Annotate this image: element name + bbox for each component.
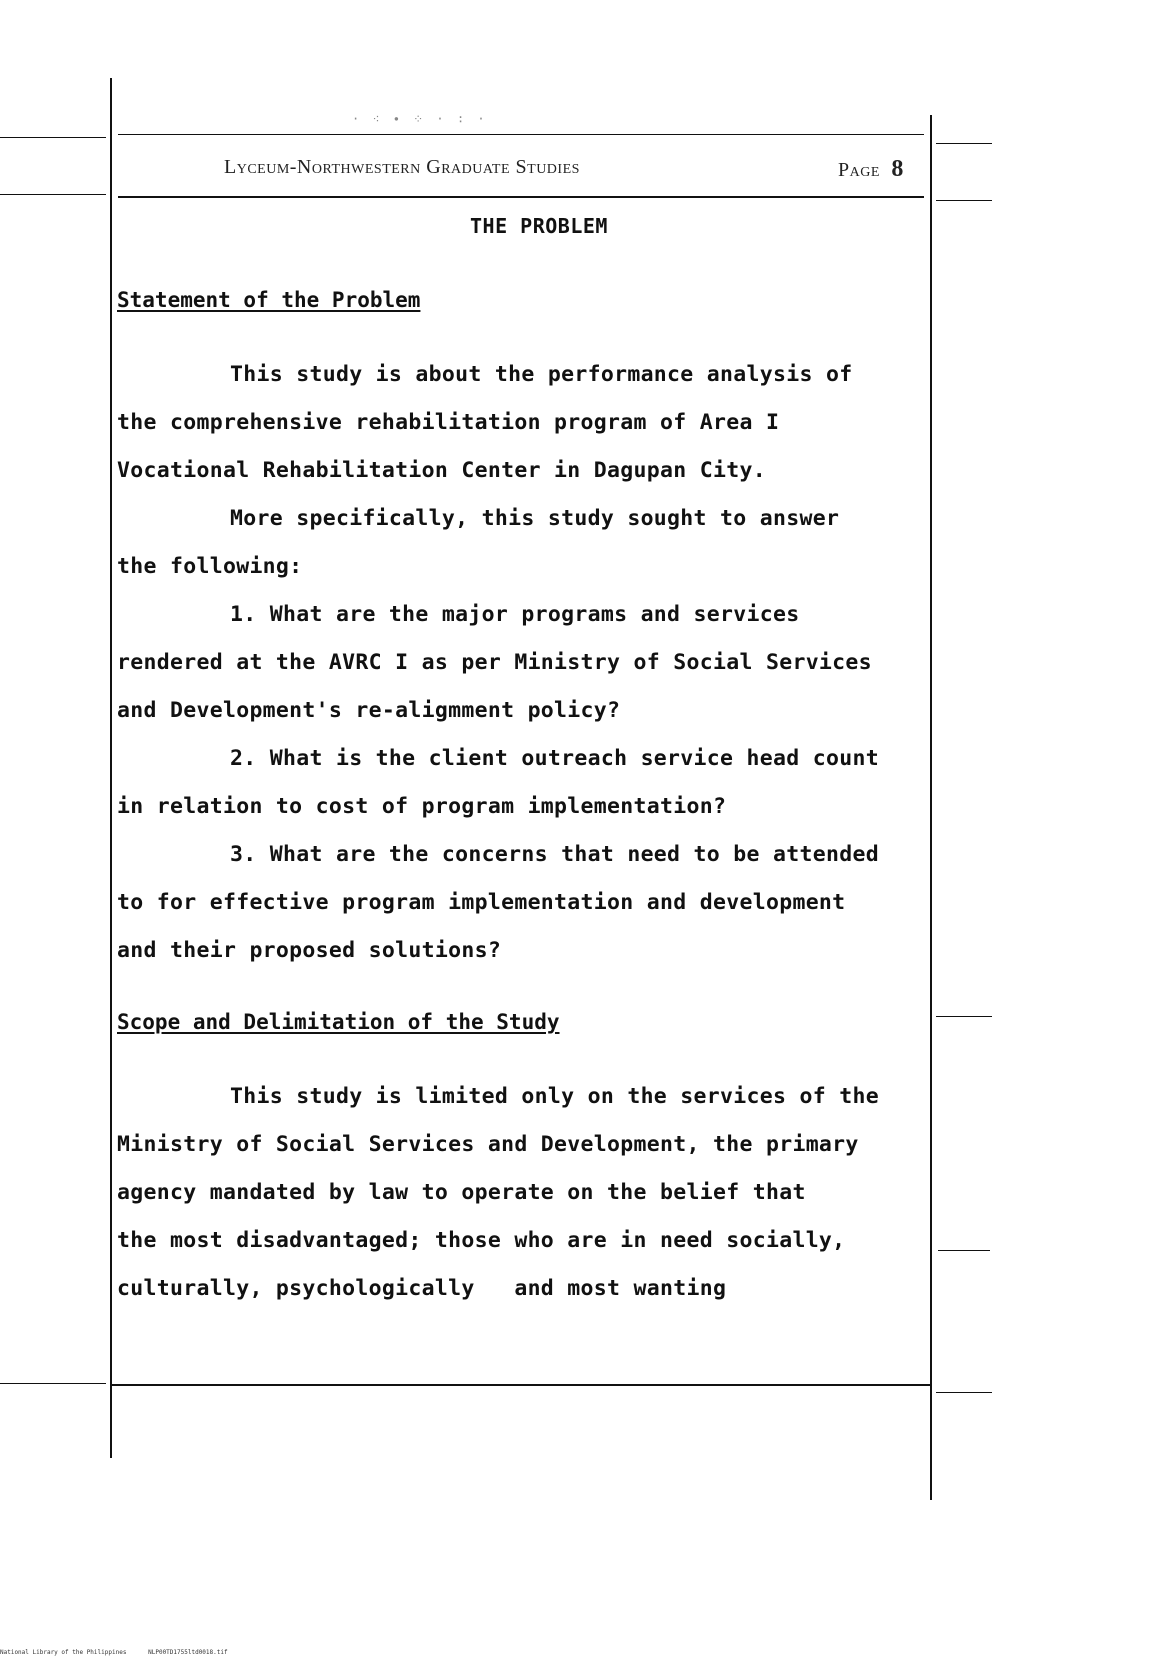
paragraph-line: the comprehensive rehabilitation program of Area I [117, 410, 780, 435]
margin-tick [936, 200, 992, 201]
paragraph-line: This study is limited only on the services of the [230, 1084, 879, 1109]
footer-library: National Library of the Philippines [0, 1649, 127, 1656]
paragraph-line: culturally, psychologically and most wanting [117, 1276, 727, 1301]
section-title: THE PROBLEM [470, 214, 608, 238]
margin-tick [938, 1250, 990, 1251]
margin-tick [936, 143, 992, 144]
paragraph-line: This study is about the performance analysis of [230, 362, 853, 387]
scan-noise: · ⁖ ∙ ⁘ · ∶ · [352, 112, 488, 126]
page-number: 8 [891, 156, 904, 182]
paragraph-line: the most disadvantaged; those who are in need socially, [117, 1228, 846, 1253]
question-line: to for effective program implementation and development [117, 890, 846, 915]
question-line: in relation to cost of program implementation? [117, 794, 727, 819]
paragraph-line: Vocational Rehabilitation Center in Dagupan City. [117, 458, 766, 483]
margin-tick [936, 1016, 992, 1017]
header-bottom-rule [118, 196, 924, 198]
running-header: Lyceum-Northwestern Graduate Studies [224, 156, 580, 178]
paragraph-line: the following: [117, 554, 303, 579]
margin-tick [0, 194, 106, 195]
page-number-label [838, 156, 904, 183]
paragraph-line: Ministry of Social Services and Development, the primary [117, 1132, 859, 1157]
question-line: rendered at the AVRC I as per Ministry of Social Services [117, 650, 872, 675]
right-margin-rule [930, 115, 932, 1500]
scan-footer [0, 1649, 228, 1656]
question-line: and Development's re-aligmment policy? [117, 698, 621, 723]
question-line: and their proposed solutions? [117, 938, 502, 963]
paragraph-line: agency mandated by law to operate on the belief that [117, 1180, 806, 1205]
question-line: 2. What is the client outreach service head count [230, 746, 879, 771]
footer-file: NLP00TD1755ltd0018.tif [148, 1649, 228, 1656]
left-margin-rule [110, 78, 112, 1458]
paragraph-line: More specifically, this study sought to answer [230, 506, 840, 531]
bottom-rule [112, 1384, 930, 1386]
header-top-rule [118, 134, 924, 135]
margin-tick [0, 1383, 106, 1384]
section-heading-statement: Statement of the Problem [117, 288, 421, 312]
margin-tick [0, 137, 106, 138]
page-label: Page [838, 159, 880, 181]
question-line: 3. What are the concerns that need to be attended [230, 842, 879, 867]
question-line: 1. What are the major programs and services [230, 602, 800, 627]
section-heading-scope: Scope and Delimitation of the Study [117, 1010, 560, 1034]
margin-tick [936, 1392, 992, 1393]
